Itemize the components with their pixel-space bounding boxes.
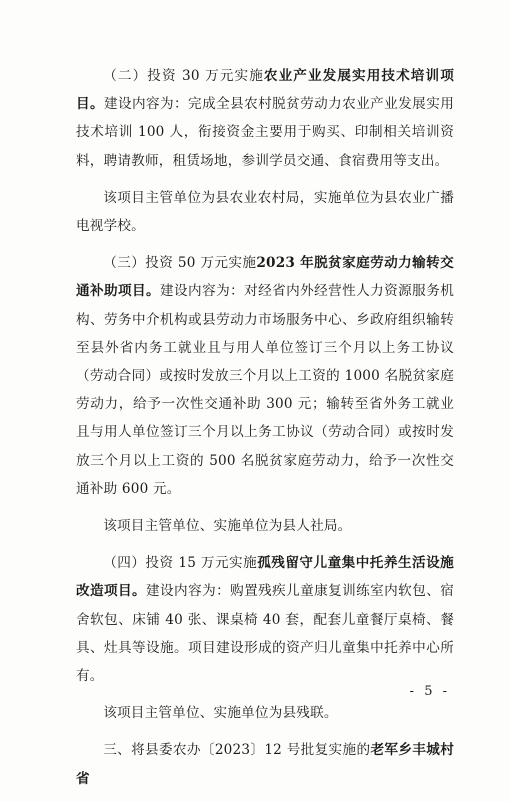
segment: （四）投资 15 万元实施 [103,555,258,572]
segment: 该项目主管单位、实施单位为县人社局。 [103,518,352,535]
segment-bold: 老军乡丰城村省 [76,742,454,787]
segment: 该项目主管单位为县农业农村局，实施单位为县农业广播电视学校。 [76,189,454,235]
document-body [76,62,454,802]
paragraph-project-4 [76,549,454,690]
segment: 三、将县委农办〔2023〕12 号批复实施的 [103,742,371,759]
segment: （二）投资 30 万元实施 [103,68,264,84]
paragraph-section-3 [76,736,454,792]
segment: 建设内容为：完成全县农村脱贫劳动力农业产业发展实用技术培训 100 人，衔接资金主要用于购买、印制相关培训资料，聘请教师，租赁场地，参训学员交通、食宿费用等支出。 [76,96,454,169]
segment-bold: 2023 年脱贫家庭劳动力输转交通补助项目。 [76,255,454,300]
paragraph-project-3 [76,249,454,503]
paragraph-project-3-unit [76,512,454,540]
paragraph-project-4-unit [76,699,454,727]
page-number: - 5 - [409,684,450,699]
segment: 该项目主管单位、实施单位为县残联。 [103,705,338,722]
paragraph-project-2-unit [76,184,454,240]
segment: 建设内容为：对经省内外经营性人力资源服务机构、劳务中介机构或县劳动力市场服务中心、乡政府组织输转至县外省内务工就业且与用人单位签订三个月以上务工协议（劳动合同）或按时发放三个月以上工资的 1000 名脱贫家庭劳动力，给予一次性交通补助 300 元；输转至省外务工就业且与用人单位签订三个月以上务工协议（劳动合同）或按时发放三个月以上工资的 500 名脱贫家庭劳动力，给予一次性交通补助 600 元。 [76,283,454,497]
paragraph-project-2 [76,62,454,175]
segment: （三）投资 50 万元实施 [103,255,257,272]
segment-bold: 农业产业发展实用技术培训项目。 [76,68,454,113]
segment-bold: 孤残留守儿童集中托养生活设施改造项目。 [76,555,454,600]
segment: 建设内容为：购置残疾儿童康复训练室内软包、宿舍软包、床铺 40 张、课桌椅 40 套，配套儿童餐厅桌椅、餐具、灶具等设施。项目建设形成的资产归儿童集中托养中心所有。 [76,583,455,685]
